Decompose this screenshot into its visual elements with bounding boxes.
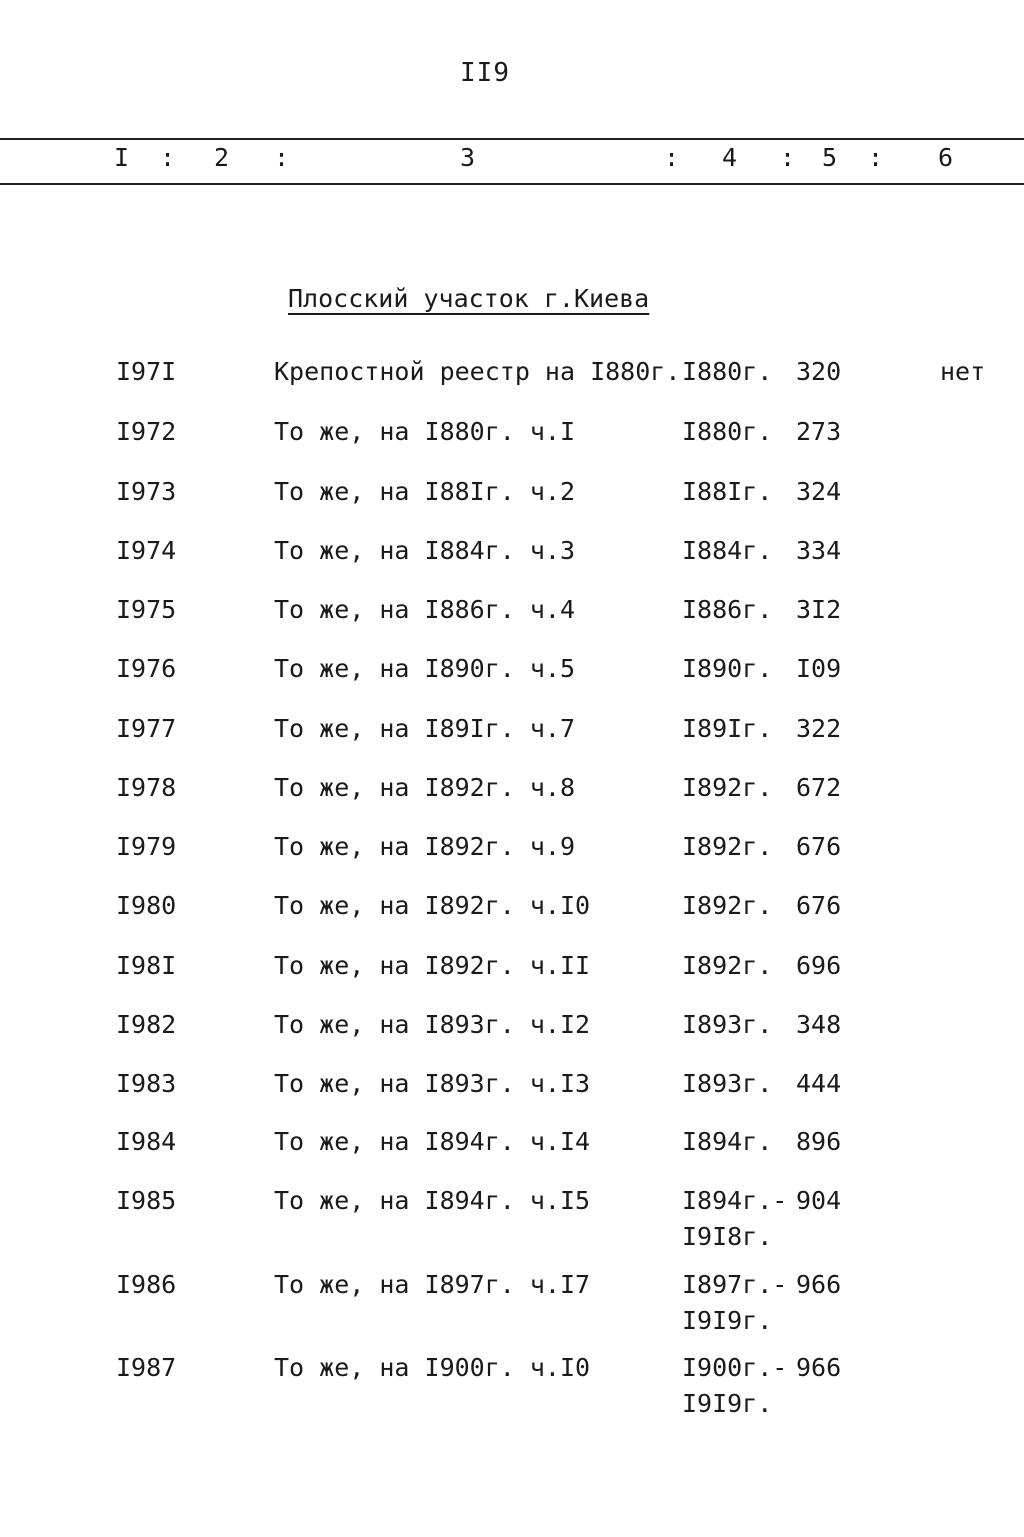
row-date: I893г. xyxy=(682,1069,773,1098)
row-number: I976 xyxy=(116,654,177,683)
column-separator: : xyxy=(868,143,884,172)
row-number: I979 xyxy=(116,832,177,861)
row-count: 324 xyxy=(796,477,842,506)
row-count: 348 xyxy=(796,1010,842,1039)
row-date: I884г. xyxy=(682,536,773,565)
row-title: То же, на I886г. ч.4 xyxy=(274,595,576,624)
row-count: 904 xyxy=(796,1186,842,1215)
row-date: I894г.- I9I8г. xyxy=(682,1186,788,1251)
row-date: I880г. xyxy=(682,357,773,386)
row-count: 320 xyxy=(796,357,842,386)
row-number: I984 xyxy=(116,1127,177,1156)
row-count: 273 xyxy=(796,417,842,446)
row-title: То же, на I893г. ч.I2 xyxy=(274,1010,591,1039)
row-number: I97I xyxy=(116,357,177,386)
column-separator: : xyxy=(664,143,680,172)
column-header-1: I xyxy=(114,143,130,172)
row-title: То же, на I892г. ч.I0 xyxy=(274,891,591,920)
row-number: I977 xyxy=(116,714,177,743)
row-title: То же, на I894г. ч.I5 xyxy=(274,1186,591,1215)
row-count: 676 xyxy=(796,891,842,920)
row-count: I09 xyxy=(796,654,842,683)
row-date: I900г.- I9I9г. xyxy=(682,1353,788,1418)
row-count: 966 xyxy=(796,1270,842,1299)
row-number: I978 xyxy=(116,773,177,802)
row-number: I985 xyxy=(116,1186,177,1215)
column-header-5: 5 xyxy=(822,143,838,172)
row-number: I973 xyxy=(116,477,177,506)
row-count: 896 xyxy=(796,1127,842,1156)
row-title: То же, на I893г. ч.I3 xyxy=(274,1069,591,1098)
row-title: То же, на I900г. ч.I0 xyxy=(274,1353,591,1382)
row-title: То же, на I89Iг. ч.7 xyxy=(274,714,576,743)
column-separator: : xyxy=(160,143,176,172)
row-count: 672 xyxy=(796,773,842,802)
row-count: 676 xyxy=(796,832,842,861)
row-date: I893г. xyxy=(682,1010,773,1039)
row-date: I880г. xyxy=(682,417,773,446)
row-date: I892г. xyxy=(682,951,773,980)
row-number: I975 xyxy=(116,595,177,624)
row-count: 696 xyxy=(796,951,842,980)
page-number: II9 xyxy=(460,58,510,88)
column-header-6: 6 xyxy=(938,143,954,172)
row-count: 3I2 xyxy=(796,595,842,624)
row-title: То же, на I884г. ч.3 xyxy=(274,536,576,565)
row-number: I982 xyxy=(116,1010,177,1039)
row-note: нет xyxy=(940,357,986,386)
row-count: 322 xyxy=(796,714,842,743)
row-title: То же, на I894г. ч.I4 xyxy=(274,1127,591,1156)
row-date: I88Iг. xyxy=(682,477,773,506)
column-header-row xyxy=(0,140,1024,180)
row-title: То же, на I892г. ч.II xyxy=(274,951,591,980)
row-title: То же, на I880г. ч.I xyxy=(274,417,576,446)
row-title: То же, на I897г. ч.I7 xyxy=(274,1270,591,1299)
column-header-3: 3 xyxy=(460,143,476,172)
row-count: 444 xyxy=(796,1069,842,1098)
row-number: I987 xyxy=(116,1353,177,1382)
row-date: I892г. xyxy=(682,832,773,861)
column-separator: : xyxy=(780,143,796,172)
row-date: I890г. xyxy=(682,654,773,683)
row-date: I886г. xyxy=(682,595,773,624)
row-number: I974 xyxy=(116,536,177,565)
row-title: То же, на I88Iг. ч.2 xyxy=(274,477,576,506)
row-number: I98I xyxy=(116,951,177,980)
row-number: I986 xyxy=(116,1270,177,1299)
row-count: 334 xyxy=(796,536,842,565)
row-title: То же, на I892г. ч.9 xyxy=(274,832,576,861)
header-rule-bottom xyxy=(0,183,1024,185)
row-title: То же, на I892г. ч.8 xyxy=(274,773,576,802)
row-title: То же, на I890г. ч.5 xyxy=(274,654,576,683)
row-date: I894г. xyxy=(682,1127,773,1156)
row-date: I892г. xyxy=(682,773,773,802)
section-title: Плосский участок г.Киева xyxy=(288,284,650,313)
row-date: I897г.- I9I9г. xyxy=(682,1270,788,1335)
row-date: I89Iг. xyxy=(682,714,773,743)
row-count: 966 xyxy=(796,1353,842,1382)
column-header-4: 4 xyxy=(722,143,738,172)
row-number: I972 xyxy=(116,417,177,446)
row-date: I892г. xyxy=(682,891,773,920)
row-title: Крепостной реестр на I880г. xyxy=(274,357,681,386)
row-number: I983 xyxy=(116,1069,177,1098)
column-header-2: 2 xyxy=(214,143,230,172)
column-separator: : xyxy=(274,143,290,172)
row-number: I980 xyxy=(116,891,177,920)
